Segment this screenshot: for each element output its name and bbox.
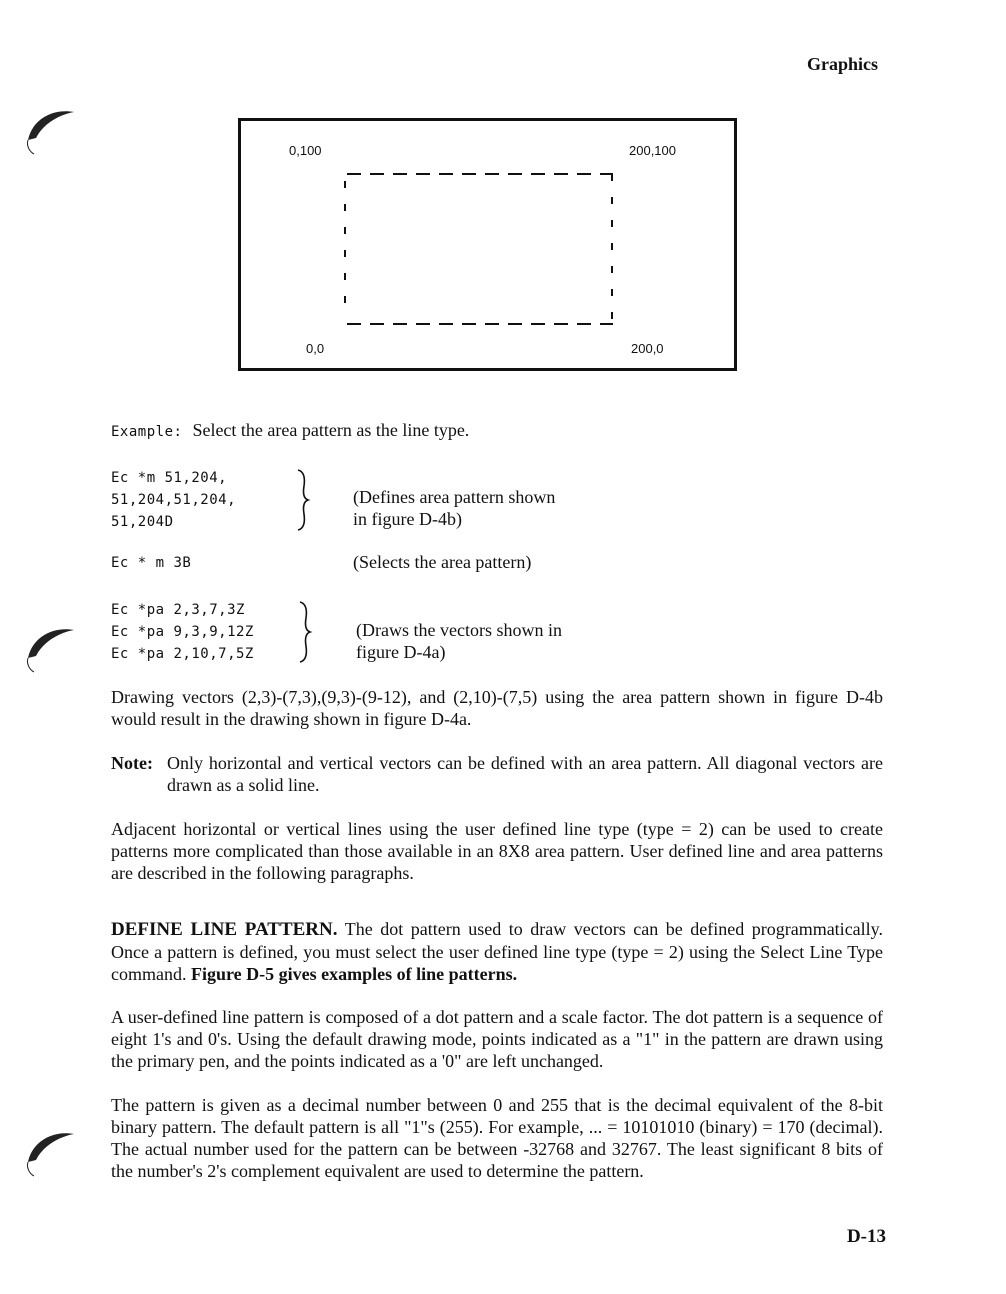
code-line: Ec *pa 2,3,7,3Z [111, 602, 245, 618]
paragraph-user-defined: A user-defined line pattern is composed of a dot pattern and a scale factor. The dot pattern is a sequence of eight 1's and 0's. Using the default drawing mode, points indicated as a "1" in the pattern are drawn using the primary pen, and the points indicated as a '0" are left unchanged. [111, 1007, 883, 1071]
paragraph-define-line-pattern: DEFINE LINE PATTERN. The dot pattern used to draw vectors can be defined programmatically. Once a pattern is defined, you must select the user defined line type (type = 2) using the Select Line Type command. Figure D-5 gives examples of line patterns. [111, 919, 883, 984]
punch-hole-mark-bottom [22, 1122, 82, 1192]
corner-label-top-right: 200,100 [629, 143, 676, 158]
comment-define: (Defines area pattern shown in figure D-4b) [353, 487, 556, 529]
corner-label-bottom-right: 200,0 [631, 341, 664, 356]
corner-label-bottom-left: 0,0 [306, 341, 325, 356]
note-label: Note: [111, 753, 153, 773]
paragraph-pattern-decimal: The pattern is given as a decimal number between 0 and 255 that is the decimal equivalent of the 8-bit binary pattern. The default pattern is all "1"s (255). For example, ... = 10101010 (binary) = 170 (decimal). The actual number used for the pattern can be between -32768 and 32767. The least significant 8 bits of the number's 2's complement equivalent are used to determine the pattern. [111, 1095, 883, 1181]
section-heading: DEFINE LINE PATTERN. [111, 919, 338, 940]
brace-icon [292, 468, 312, 532]
section-header: Graphics [806, 54, 878, 74]
dashed-rectangle [241, 121, 734, 368]
punch-hole-mark-middle [22, 618, 82, 688]
code-line: 51,204,51,204, [111, 492, 237, 508]
example-text: Select the area pattern as the line type. [192, 420, 470, 440]
paragraph-drawing-vectors: Drawing vectors (2,3)-(7,3),(9,3)-(9-12), and (2,10)-(7,5) using the area pattern shown in figure D-4b would result in the drawing shown in figure D-4a. [111, 687, 883, 729]
code-line: Ec *pa 2,10,7,5Z [111, 646, 254, 662]
code-group-draw [111, 599, 254, 665]
page-number: D-13 [846, 1226, 886, 1247]
code-line: Ec *m 51,204, [111, 470, 228, 486]
example-line [111, 420, 469, 441]
paragraph-adjacent-lines: Adjacent horizontal or vertical lines using the user defined line type (type = 2) can be used to create patterns more complicated than those available in an 8X8 area pattern. User defined line and area patterns are described in the following paragraphs. [111, 819, 883, 883]
example-label: Example: [111, 424, 183, 440]
code-line: Ec *pa 9,3,9,12Z [111, 624, 254, 640]
figure-area-pattern [238, 118, 737, 371]
note-text: Only horizontal and vertical vectors can be defined with an area pattern. All diagonal vectors are drawn as a solid line. [167, 753, 883, 795]
code-line-select: Ec * m 3B [111, 555, 192, 571]
corner-label-top-left: 0,100 [289, 143, 322, 158]
code-group-define [111, 467, 236, 533]
comment-select: (Selects the area pattern) [353, 552, 532, 572]
code-line: 51,204D [111, 514, 174, 530]
brace-icon [294, 600, 314, 664]
punch-hole-mark-top [22, 100, 82, 170]
comment-draw: (Draws the vectors shown in figure D-4a) [356, 620, 562, 662]
